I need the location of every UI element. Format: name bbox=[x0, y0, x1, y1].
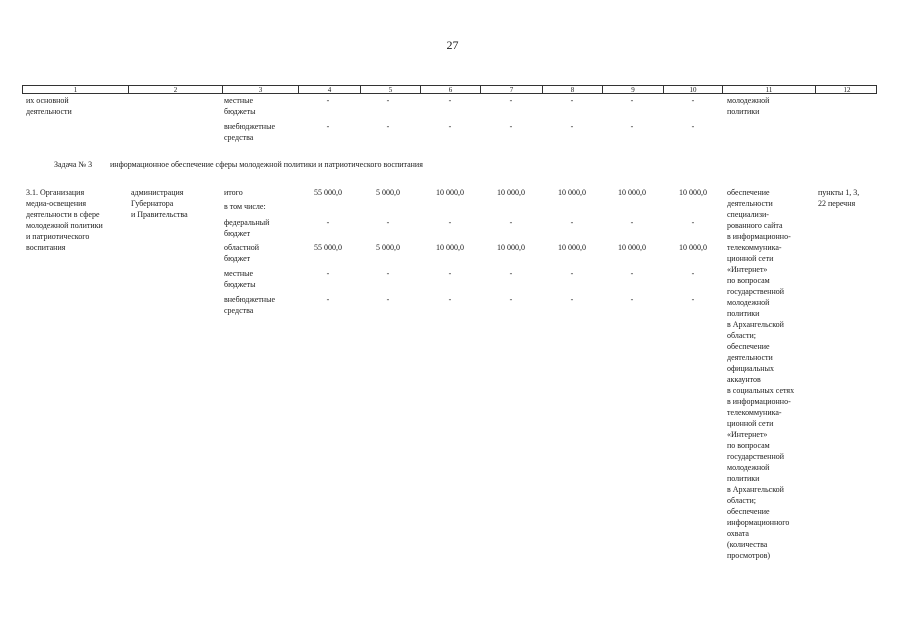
result-line: телекоммуника- bbox=[727, 408, 782, 417]
cont-row1-val-7: - bbox=[509, 96, 513, 105]
row-regional-label-line2: бюджет bbox=[224, 254, 251, 263]
page-number: 27 bbox=[446, 38, 459, 52]
result-line: рованного сайта bbox=[727, 221, 783, 230]
result-line: деятельности bbox=[727, 353, 773, 362]
item-name-line5: и патриотического bbox=[26, 232, 90, 241]
row-local-label-line2: бюджеты bbox=[224, 280, 256, 289]
cont-row2-val-5: - bbox=[386, 122, 390, 131]
row-local-val-7: - bbox=[509, 269, 513, 278]
row-extrabudget-val-9: - bbox=[630, 295, 634, 304]
row-local-val-8: - bbox=[570, 269, 574, 278]
cont-row2-val-6: - bbox=[448, 122, 452, 131]
task-heading bbox=[54, 159, 423, 170]
row-federal-val-7: - bbox=[509, 218, 513, 227]
header-col-8: 8 bbox=[543, 86, 603, 93]
row-local-label-line1: местные bbox=[224, 269, 254, 278]
row-local-val-10: - bbox=[691, 269, 695, 278]
row-extrabudget-val-5: - bbox=[386, 295, 390, 304]
header-col-11: 11 bbox=[723, 86, 816, 93]
item-name-line4: молодежной политики bbox=[26, 221, 103, 230]
result-line: государственной bbox=[727, 452, 785, 461]
cont-row1-val-5: - bbox=[386, 96, 390, 105]
row-regional-val-6: 10 000,0 bbox=[436, 243, 464, 252]
result-line: в информационно- bbox=[727, 232, 791, 241]
result-line: аккаунтов bbox=[727, 375, 761, 384]
row-extrabudget-val-4: - bbox=[326, 295, 330, 304]
result-line: деятельности bbox=[727, 199, 773, 208]
header-col-3: 3 bbox=[223, 86, 299, 93]
row-local-val-5: - bbox=[386, 269, 390, 278]
row-local-val-4: - bbox=[326, 269, 330, 278]
result-line: в Архангельской bbox=[727, 485, 784, 494]
cont-row1-val-8: - bbox=[570, 96, 574, 105]
row-regional-val-4: 55 000,0 bbox=[314, 243, 342, 252]
cont-row1-val-9: - bbox=[630, 96, 634, 105]
result-line: «Интернет» bbox=[727, 265, 768, 274]
row-total-val-5: 5 000,0 bbox=[376, 188, 400, 197]
cont-row2-label-line2: средства bbox=[224, 133, 254, 142]
row-extrabudget-label-line2: средства bbox=[224, 306, 254, 315]
cont-row2-val-4: - bbox=[326, 122, 330, 131]
result-line: в социальных сетях bbox=[727, 386, 795, 395]
cont-col1-line2: деятельности bbox=[26, 107, 72, 116]
item-executor-line3: и Правительства bbox=[131, 210, 188, 219]
row-regional-val-8: 10 000,0 bbox=[558, 243, 586, 252]
row-regional-val-7: 10 000,0 bbox=[497, 243, 525, 252]
item-name-line3: деятельности в сфере bbox=[26, 210, 100, 219]
result-line: информационного bbox=[727, 518, 790, 527]
result-line: политики bbox=[727, 309, 760, 318]
result-line: обеспечение bbox=[727, 507, 770, 516]
item-executor-line1: администрация bbox=[131, 188, 184, 197]
row-total-val-7: 10 000,0 bbox=[497, 188, 525, 197]
result-line: молодежной bbox=[727, 463, 770, 472]
cont-col1-line1: их основной bbox=[26, 96, 69, 105]
row-extrabudget-val-10: - bbox=[691, 295, 695, 304]
result-line: политики bbox=[727, 474, 760, 483]
cont-row1-label-line2: бюджеты bbox=[224, 107, 256, 116]
result-line: государственной bbox=[727, 287, 785, 296]
result-line: «Интернет» bbox=[727, 430, 768, 439]
row-total-val-9: 10 000,0 bbox=[618, 188, 646, 197]
result-line: специализи- bbox=[727, 210, 769, 219]
task-number: Задача № 3 bbox=[54, 160, 93, 169]
result-line: просмотров) bbox=[727, 551, 771, 560]
row-federal-val-8: - bbox=[570, 218, 574, 227]
header-col-7: 7 bbox=[481, 86, 543, 93]
result-line: телекоммуника- bbox=[727, 243, 782, 252]
result-line: по вопросам bbox=[727, 276, 770, 285]
cont-row1-val-6: - bbox=[448, 96, 452, 105]
table-header-row bbox=[22, 85, 877, 94]
row-federal-val-10: - bbox=[691, 218, 695, 227]
item-name-line2: медиа-освещения bbox=[26, 199, 87, 208]
header-col-10: 10 bbox=[664, 86, 723, 93]
row-total-val-10: 10 000,0 bbox=[679, 188, 707, 197]
row-local-val-9: - bbox=[630, 269, 634, 278]
row-total-label: итого bbox=[224, 188, 243, 197]
header-col-5: 5 bbox=[361, 86, 421, 93]
result-line: охвата bbox=[727, 529, 749, 538]
result-line: в Архангельской bbox=[727, 320, 784, 329]
item-executor-line2: Губернатора bbox=[131, 199, 174, 208]
result-line: области; bbox=[727, 496, 756, 505]
row-regional-val-10: 10 000,0 bbox=[679, 243, 707, 252]
cont-row2-val-10: - bbox=[691, 122, 695, 131]
result-line: обеспечение bbox=[727, 188, 770, 197]
row-extrabudget-label-line1: внебюджетные bbox=[224, 295, 275, 304]
row-total-val-4: 55 000,0 bbox=[314, 188, 342, 197]
row-federal-val-9: - bbox=[630, 218, 634, 227]
cont-row2-val-9: - bbox=[630, 122, 634, 131]
row-regional-val-9: 10 000,0 bbox=[618, 243, 646, 252]
row-regional-label-line1: областной bbox=[224, 243, 260, 252]
item-name-line6: воспитания bbox=[26, 243, 66, 252]
cont-row1-val-4: - bbox=[326, 96, 330, 105]
header-col-6: 6 bbox=[421, 86, 481, 93]
reference-line2: 22 перечня bbox=[818, 199, 856, 208]
result-line: ционной сети bbox=[727, 419, 774, 428]
result-line: обеспечение bbox=[727, 342, 770, 351]
row-federal-label-line2: бюджет bbox=[224, 229, 251, 238]
row-regional-val-5: 5 000,0 bbox=[376, 243, 400, 252]
cont-row2-val-7: - bbox=[509, 122, 513, 131]
row-federal-val-6: - bbox=[448, 218, 452, 227]
cont-row1-label-line1: местные bbox=[224, 96, 254, 105]
row-including-label: в том числе: bbox=[224, 202, 266, 211]
cont-row2-val-8: - bbox=[570, 122, 574, 131]
reference-line1: пункты 1, 3, bbox=[818, 188, 860, 197]
row-local-val-6: - bbox=[448, 269, 452, 278]
header-col-4: 4 bbox=[299, 86, 361, 93]
item-name-line1: 3.1. Организация bbox=[26, 188, 85, 197]
row-federal-val-4: - bbox=[326, 218, 330, 227]
cont-row1-val-10: - bbox=[691, 96, 695, 105]
row-total-val-6: 10 000,0 bbox=[436, 188, 464, 197]
header-col-1: 1 bbox=[23, 86, 129, 93]
cont-row2-label-line1: внебюджетные bbox=[224, 122, 275, 131]
row-federal-label-line1: федеральный bbox=[224, 218, 270, 227]
cont-col11-line1: молодежной bbox=[727, 96, 770, 105]
result-line: в информационно- bbox=[727, 397, 791, 406]
row-extrabudget-val-8: - bbox=[570, 295, 574, 304]
row-extrabudget-val-6: - bbox=[448, 295, 452, 304]
result-line: ционной сети bbox=[727, 254, 774, 263]
row-extrabudget-val-7: - bbox=[509, 295, 513, 304]
header-col-2: 2 bbox=[129, 86, 223, 93]
result-line: молодежной bbox=[727, 298, 770, 307]
task-title: информационное обеспечение сферы молодежной политики и патриотического воспитания bbox=[110, 160, 423, 169]
result-line: области; bbox=[727, 331, 756, 340]
result-line: по вопросам bbox=[727, 441, 770, 450]
row-federal-val-5: - bbox=[386, 218, 390, 227]
header-col-9: 9 bbox=[603, 86, 664, 93]
header-col-12: 12 bbox=[843, 86, 851, 94]
result-line: официальных bbox=[727, 364, 774, 373]
row-total-val-8: 10 000,0 bbox=[558, 188, 586, 197]
cont-col11-line2: политики bbox=[727, 107, 760, 116]
result-line: (количества bbox=[727, 540, 768, 549]
